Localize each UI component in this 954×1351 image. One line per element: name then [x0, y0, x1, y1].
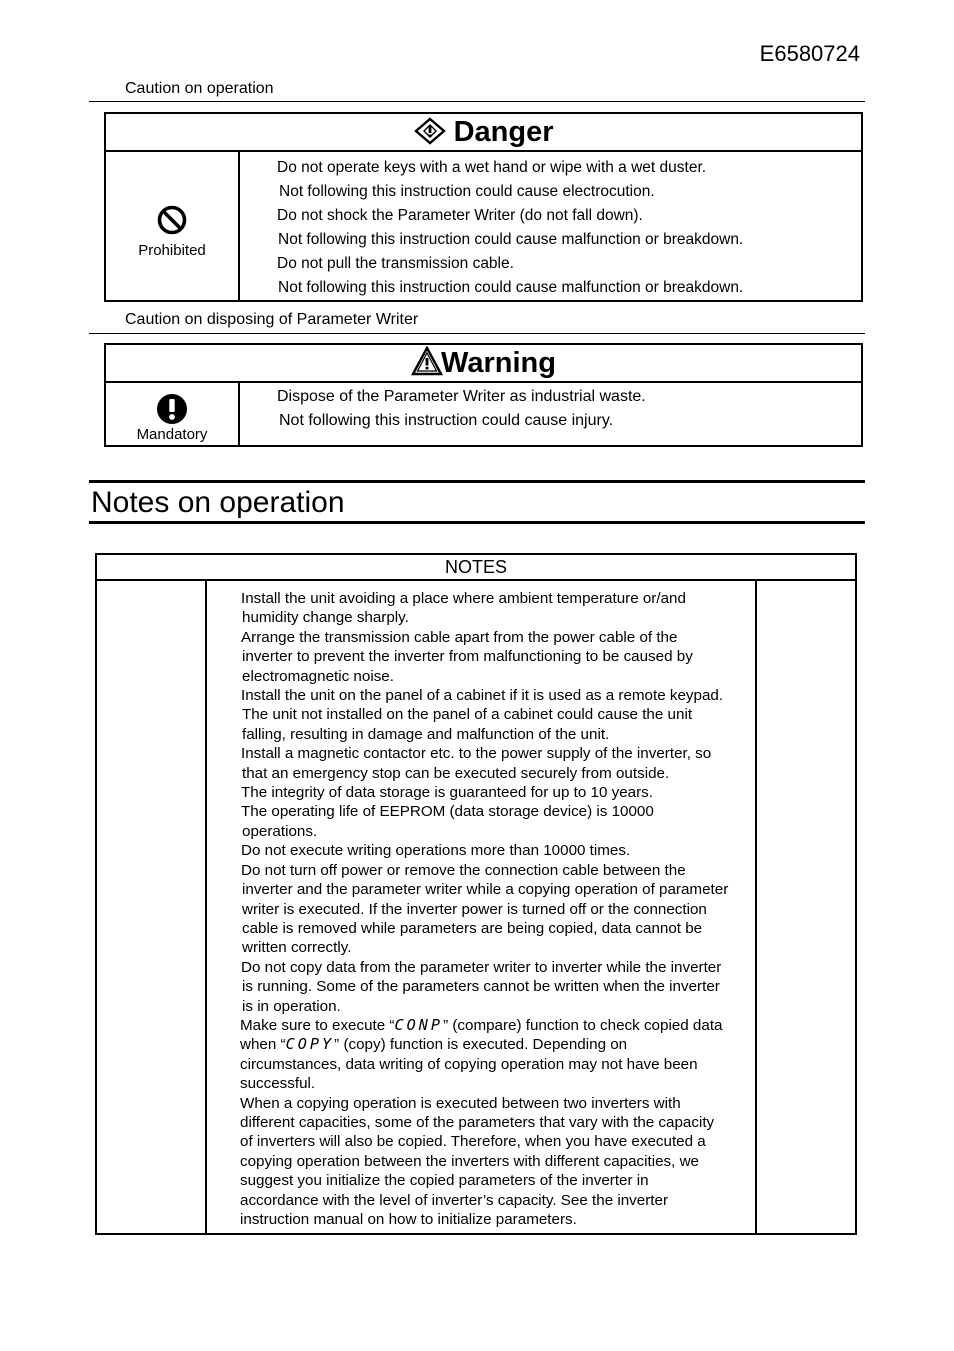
notes-line: operations. [242, 822, 318, 840]
warning-line: Dispose of the Parameter Writer as industrial waste. [277, 388, 646, 405]
warning-title: Warning [441, 347, 556, 379]
notes-line: falling, resulting in damage and malfunction of the unit. [242, 725, 610, 743]
prohibited-cell [105, 151, 239, 301]
notes-header: NOTES [96, 554, 856, 580]
notes-line: Do not copy data from the parameter writer to inverter while the inverter [241, 958, 722, 976]
notes-line: that an emergency stop can be executed securely from outside. [242, 764, 670, 782]
mandatory-label: Mandatory [136, 426, 208, 443]
prohibited-label: Prohibited [138, 241, 206, 259]
mandatory-cell [105, 382, 239, 446]
notes-line: Do not turn off power or remove the connection cable between the [241, 861, 686, 879]
notes-line: Do not execute writing operations more than 10000 times. [241, 842, 631, 860]
notes-line: accordance with the level of inverter’s capacity. See the inverter [240, 1191, 669, 1209]
prohibited-icon [156, 204, 188, 236]
danger-line: Do not shock the Parameter Writer (do not fall down). [277, 207, 643, 224]
divider [89, 333, 865, 334]
notes-right-column [756, 580, 856, 1234]
notes-line: different capacities, some of the parameters that vary with the capacity [240, 1113, 715, 1131]
danger-line: Not following this instruction could cause electrocution. [279, 183, 655, 200]
warning-text [239, 382, 862, 446]
notes-line: of inverters will also be copied. Therefore, when you have executed a [240, 1133, 706, 1151]
notes-body [206, 580, 756, 1234]
document-id: E6580724 [759, 41, 860, 66]
notes-line: The operating life of EEPROM (data storage device) is 10000 [241, 803, 654, 821]
warning-line: Not following this instruction could cause injury. [279, 412, 614, 429]
notes-line: inverter and the parameter writer while a copying operation of parameter [242, 881, 729, 899]
notes-line: when “COPY” (copy) function is executed. Depending on [240, 1035, 628, 1054]
danger-title: Danger [453, 116, 554, 148]
danger-line: Not following this instruction could cause malfunction or breakdown. [278, 279, 744, 296]
warning-triangle-icon [411, 346, 443, 376]
notes-line: The unit not installed on the panel of a cabinet could cause the unit [242, 706, 693, 724]
warning-box [104, 343, 863, 447]
notes-heading-title: Notes on operation [91, 486, 345, 519]
danger-line: Do not operate keys with a wet hand or wipe with a wet duster. [277, 159, 707, 176]
notes-line: is running. Some of the parameters cannot be written when the inverter [242, 978, 720, 996]
notes-line: Install a magnetic contactor etc. to the power supply of the inverter, so [241, 745, 712, 763]
notes-line: instruction manual on how to initialize parameters. [240, 1211, 577, 1228]
notes-line: Install the unit avoiding a place where ambient temperature or/and [241, 590, 686, 607]
notes-line: successful. [240, 1075, 316, 1093]
caution-disposing-label: Caution on disposing of Parameter Writer [125, 311, 419, 328]
copy-display-code: COPY [285, 1035, 335, 1054]
mandatory-icon [156, 393, 188, 425]
notes-line: Make sure to execute “CONP” (compare) function to check copied data [240, 1015, 723, 1034]
danger-text [239, 151, 862, 301]
danger-line: Do not pull the transmission cable. [277, 255, 514, 272]
notes-line: Arrange the transmission cable apart from the power cable of the [241, 628, 678, 646]
notes-line: When a copying operation is executed between two inverters with [240, 1094, 681, 1112]
warning-header [105, 344, 862, 382]
notes-line: written correctly. [242, 939, 352, 957]
notes-left-column [96, 580, 206, 1234]
notes-table [95, 553, 857, 1235]
notes-line: Install the unit on the panel of a cabinet if it is used as a remote keypad. [241, 687, 724, 705]
divider [89, 101, 865, 102]
notes-line: suggest you initialize the copied parameters of the inverter in [240, 1172, 649, 1190]
notes-line: copying operation between the inverters with different capacities, we [240, 1152, 699, 1170]
notes-line: inverter to prevent the inverter from malfunctioning to be caused by [242, 648, 693, 666]
notes-line: electromagnetic noise. [242, 667, 394, 685]
notes-line: cable is removed while parameters are being copied, data cannot be [242, 919, 703, 937]
notes-heading [89, 480, 865, 524]
danger-icon [414, 117, 446, 145]
danger-header [105, 113, 862, 151]
notes-line: The integrity of data storage is guaranteed for up to 10 years. [241, 784, 653, 802]
danger-line: Not following this instruction could cause malfunction or breakdown. [278, 231, 744, 248]
notes-line: is in operation. [242, 997, 341, 1015]
notes-line: writer is executed. If the inverter power is turned off or the connection [242, 900, 707, 918]
caution-operation-label: Caution on operation [125, 80, 274, 97]
danger-box [104, 112, 863, 302]
notes-line: humidity change sharply. [242, 609, 409, 627]
compare-display-code: CONP [394, 1015, 444, 1034]
notes-line: circumstances, data writing of copying operation may not have been [240, 1055, 698, 1073]
